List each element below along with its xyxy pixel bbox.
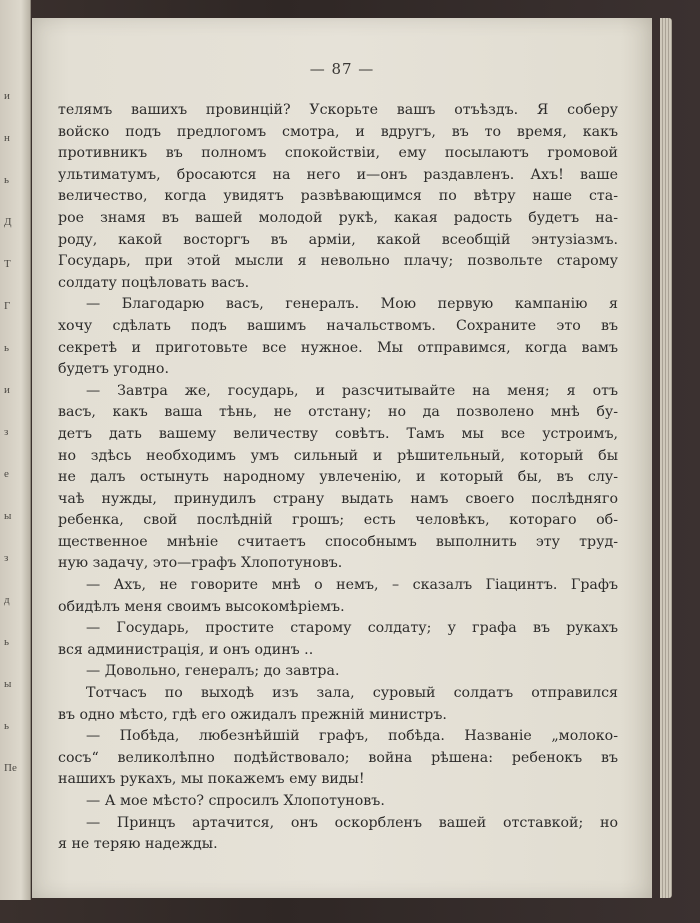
text-line: щественное мнѣніе считаетъ способнымъ выполнить эту труд- bbox=[58, 533, 618, 550]
text-line: хочу сдѣлать подъ вашимъ начальствомъ. Сохраните это въ bbox=[58, 317, 618, 334]
left-page-fragment: и bbox=[4, 90, 10, 102]
left-page-fragment: Г bbox=[4, 300, 11, 312]
text-line: телямъ вашихъ провинцій? Ускорьте вашъ отъѣздъ. Я соберу bbox=[58, 102, 618, 118]
text-line: рое знамя въ вашей молодой рукѣ, какая радость будетъ на- bbox=[58, 209, 618, 226]
left-page-fragment: н bbox=[4, 132, 10, 144]
text-line: не далъ остынуть народному увлеченію, и который бы, въ слу- bbox=[58, 469, 618, 486]
text-line: Тотчасъ по выходѣ изъ зала, суровый солдатъ отправился bbox=[86, 685, 618, 702]
text-line: противникъ въ полномъ спокойствіи, ему посылаютъ громовой bbox=[58, 145, 618, 162]
text-line: сосъ“ великолѣпно подѣйствовало; война рѣшена: ребенокъ въ bbox=[58, 749, 618, 766]
left-page-fragment: ы bbox=[4, 510, 12, 522]
text-line: ультиматумъ, бросаются на него и—онъ раздавленъ. Ахъ! ваше bbox=[58, 166, 618, 183]
text-line: вся администрація, и онъ одинъ .. bbox=[58, 641, 314, 658]
text-line: нашихъ рукахъ, мы покажемъ ему виды! bbox=[58, 771, 365, 788]
left-page-fragment: и bbox=[4, 384, 10, 396]
text-line: но здѣсь необходимъ умъ сильный и рѣшительный, который бы bbox=[58, 447, 618, 464]
text-line: — Принцъ артачится, онъ оскорбленъ вашей отставкой; но bbox=[86, 814, 618, 831]
left-page-fragment: Т bbox=[4, 258, 11, 270]
left-page-fragment: ь bbox=[4, 174, 10, 186]
page-text bbox=[58, 100, 618, 856]
previous-page-edge bbox=[0, 0, 31, 900]
text-line: обидѣлъ меня своимъ высокомѣріемъ. bbox=[58, 598, 345, 615]
text-line: чаѣ нужды, принудилъ страну выдать намъ своего послѣдняго bbox=[58, 490, 618, 507]
left-page-fragment: Пе bbox=[4, 762, 17, 774]
left-page-fragment: з bbox=[4, 552, 9, 564]
text-line: — Завтра же, государь, и разсчитывайте на меня; я отъ bbox=[86, 382, 618, 399]
text-line: — Довольно, генералъ; до завтра. bbox=[86, 663, 340, 680]
text-line: васъ, какъ ваша тѣнь, не отстану; но да позволено мнѣ бу- bbox=[58, 404, 618, 421]
text-line: — А мое мѣсто? спросилъ Хлопотуновъ. bbox=[86, 793, 385, 809]
text-line: ную задачу, это—графъ Хлопотуновъ. bbox=[58, 555, 343, 572]
text-line: — Побѣда, любезнѣйшій графъ, побѣда. Названіе „молоко- bbox=[86, 728, 618, 745]
text-line: — Ахъ, не говорите мнѣ о немъ, – сказалъ Гіацинтъ. Графъ bbox=[86, 577, 618, 594]
text-line: войско подъ предлогомъ смотра, и вдругъ, въ то время, какъ bbox=[58, 123, 618, 140]
left-page-fragment: е bbox=[4, 468, 9, 480]
text-line: въ одно мѣсто, гдѣ его ожидалъ прежній министръ. bbox=[58, 706, 447, 723]
text-line: величество, когда увидятъ развѣвающимся по вѣтру наше ста- bbox=[58, 188, 618, 205]
left-page-fragment: д bbox=[4, 594, 10, 606]
text-line: — Государь, простите старому солдату; у графа въ рукахъ bbox=[86, 620, 618, 637]
page-number: — 87 — bbox=[309, 60, 375, 78]
text-line: Государь, при этой мысли я невольно плачу; позвольте старому bbox=[58, 253, 618, 270]
page-stack-edge bbox=[660, 18, 672, 898]
left-page-fragment: з bbox=[4, 426, 9, 438]
text-line: детъ дать вашему величеству совѣтъ. Тамъ мы все устроимъ, bbox=[58, 425, 618, 442]
left-page-fragment: ь bbox=[4, 720, 10, 732]
text-line: я не теряю надежды. bbox=[58, 836, 218, 853]
text-line: секретѣ и приготовьте все нужное. Мы отправимся, когда вамъ bbox=[58, 339, 618, 356]
left-page-fragment: ь bbox=[4, 636, 10, 648]
text-line: будетъ угодно. bbox=[58, 361, 169, 378]
left-page-fragment: ы bbox=[4, 678, 12, 690]
text-line: солдату поцѣловать васъ. bbox=[58, 274, 250, 291]
left-page-fragment: Д bbox=[4, 216, 12, 228]
left-page-fragment: ь bbox=[4, 342, 10, 354]
text-line: — Благодарю васъ, генералъ. Мою первую кампанію я bbox=[86, 296, 618, 313]
book-page bbox=[32, 18, 652, 898]
text-line: роду, какой восторгъ въ арміи, какой всеобщій энтузіазмъ. bbox=[58, 231, 618, 248]
text-line: ребенка, свой послѣдній грошъ; есть человѣкъ, котораго об- bbox=[58, 512, 618, 529]
